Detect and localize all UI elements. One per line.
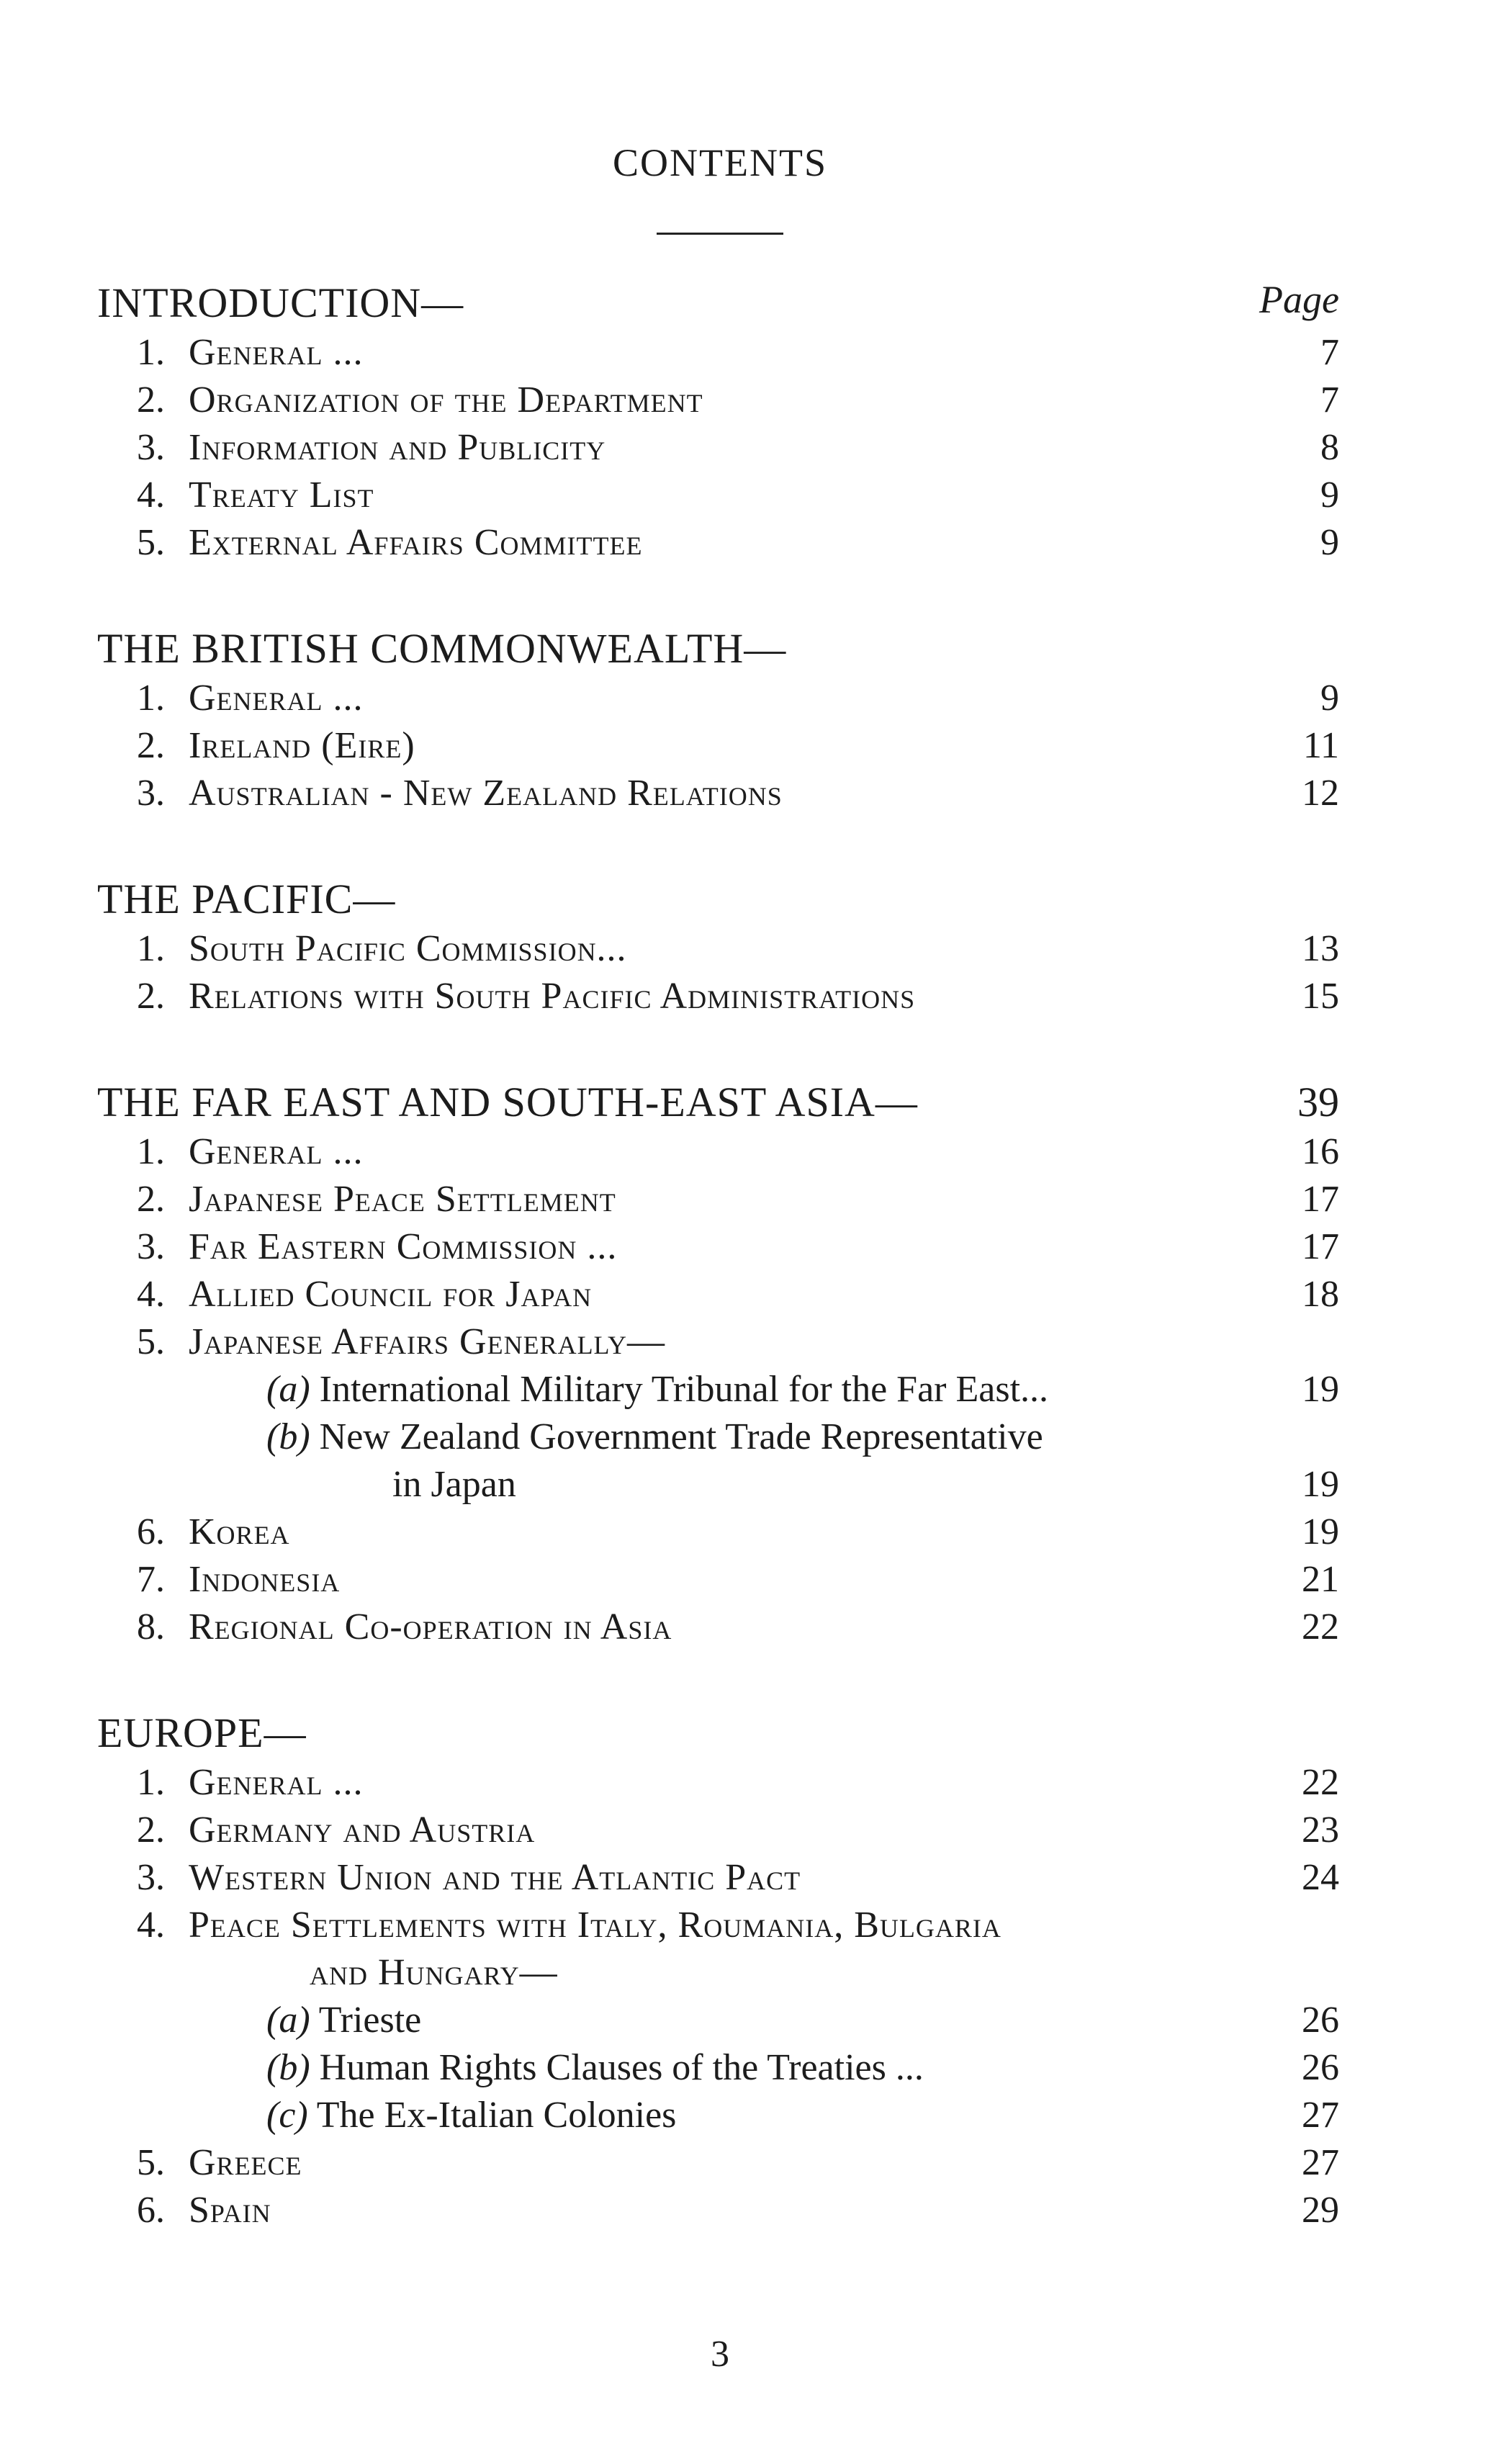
toc-entry (0, 1223, 1499, 1271)
entry-label: Far Eastern Commission ... (189, 1226, 618, 1267)
toc-entry (0, 2092, 1499, 2139)
entry-page: 23 (1302, 1809, 1339, 1851)
entry-page: 17 (1302, 1226, 1339, 1267)
entry-subitem-text: Human Rights Clauses of the Treaties ... (319, 2047, 924, 2088)
entry-page: 24 (1302, 1857, 1339, 1898)
entry-label: Relations with South Pacific Administrations (189, 976, 916, 1017)
entry-number: 8. (137, 1606, 165, 1647)
toc-entry (0, 1604, 1499, 1651)
entry-page: 9 (1320, 678, 1339, 719)
entry-page: 7 (1320, 379, 1339, 421)
entry-label: Treaty List (189, 475, 374, 516)
entry-number: 2. (137, 379, 165, 421)
toc-section (0, 623, 1499, 817)
entry-subitem-text: New Zealand Government Trade Representative (319, 1416, 1043, 1457)
entry-number: 1. (137, 1762, 165, 1803)
entry-subitem-mark: (a) (266, 2000, 310, 2041)
entry-page: 8 (1320, 427, 1339, 468)
entry-number: 3. (137, 427, 165, 468)
entry-number: 2. (137, 725, 165, 766)
toc-entry (0, 722, 1499, 770)
toc-entry (0, 1271, 1499, 1318)
entry-subitem-text: Trieste (318, 2000, 422, 2041)
toc-entry (0, 1508, 1499, 1556)
table-of-contents (0, 277, 1499, 2290)
entry-number: 5. (137, 2142, 165, 2183)
entry-label: Indonesia (189, 1559, 341, 1600)
page-column-label: Page (1259, 278, 1339, 321)
entry-number: 2. (137, 1179, 165, 1220)
entry-page: 7 (1320, 332, 1339, 373)
entry-label: Japanese Affairs Generally— (189, 1321, 665, 1362)
toc-entry (0, 925, 1499, 973)
toc-entry (0, 1902, 1499, 1949)
entry-label (266, 1366, 1048, 1413)
entry-label: Spain (189, 2190, 271, 2231)
toc-section (0, 277, 1499, 567)
entry-page: 27 (1302, 2095, 1339, 2136)
toc-section (0, 1707, 1499, 2234)
entry-page: 22 (1302, 1606, 1339, 1647)
entry-label: General ... (189, 678, 364, 719)
entry-label: Information and Publicity (189, 427, 606, 468)
entry-label: Regional Co-operation in Asia (189, 1606, 672, 1647)
entry-page: 22 (1302, 1762, 1339, 1803)
entry-number: 1. (137, 1131, 165, 1172)
toc-entry (0, 377, 1499, 424)
entry-page: 29 (1302, 2190, 1339, 2231)
entry-label: General ... (189, 1131, 364, 1172)
entry-number: 1. (137, 332, 165, 373)
toc-entry (0, 1413, 1499, 1461)
entry-number: 7. (137, 1559, 165, 1600)
entry-page: 19 (1302, 1464, 1339, 1505)
section-heading (0, 873, 1499, 925)
entry-label: Japanese Peace Settlement (189, 1179, 616, 1220)
section-heading-text: INTRODUCTION— (97, 279, 464, 326)
entry-label (266, 1997, 421, 2044)
section-heading-page: 39 (1297, 1079, 1339, 1125)
entry-page: 9 (1320, 475, 1339, 516)
entry-page: 26 (1302, 2047, 1339, 2088)
toc-entry (0, 2139, 1499, 2187)
section-heading-text: THE BRITISH COMMONWEALTH— (97, 625, 787, 672)
entry-number: 2. (137, 976, 165, 1017)
toc-section (0, 1076, 1499, 1651)
entry-label: General ... (189, 332, 364, 373)
entry-subitem-mark: (b) (266, 1416, 310, 1457)
entry-label (266, 2044, 924, 2092)
entry-label: External Affairs Committee (189, 522, 643, 563)
entry-label: Australian - New Zealand Relations (189, 773, 783, 814)
entry-page: 19 (1302, 1511, 1339, 1552)
section-heading-text: THE FAR EAST AND SOUTH-EAST ASIA— (97, 1079, 918, 1125)
entry-number: 1. (137, 928, 165, 969)
entry-number: 3. (137, 1226, 165, 1267)
entry-number: 4. (137, 475, 165, 516)
page-number: 3 (711, 2334, 729, 2375)
title-rule (657, 233, 783, 235)
section-heading-text: EUROPE— (97, 1709, 307, 1756)
toc-entry (0, 1997, 1499, 2044)
entry-number: 5. (137, 522, 165, 563)
entry-label: and Hungary— (310, 1952, 558, 1993)
toc-entry (0, 1556, 1499, 1604)
toc-entry (0, 675, 1499, 722)
entry-label (266, 1413, 1043, 1461)
entry-number: 2. (137, 1809, 165, 1851)
entry-label: Western Union and the Atlantic Pact (189, 1857, 801, 1898)
entry-subitem-mark: (b) (266, 2047, 310, 2088)
section-heading (0, 623, 1499, 675)
toc-entry (0, 1318, 1499, 1366)
entry-label: Ireland (Eire) (189, 725, 415, 766)
entry-label: Allied Council for Japan (189, 1274, 593, 1315)
entry-page: 19 (1302, 1369, 1339, 1410)
entry-subitem-mark: (c) (266, 2095, 308, 2136)
toc-entry (0, 1366, 1499, 1413)
section-heading (0, 1707, 1499, 1759)
entry-number: 4. (137, 1905, 165, 1946)
toc-entry (0, 329, 1499, 377)
entry-page: 15 (1302, 976, 1339, 1017)
entry-page: 21 (1302, 1559, 1339, 1600)
toc-entry (0, 1807, 1499, 1854)
entry-label: Organization of the Department (189, 379, 703, 421)
entry-number: 1. (137, 678, 165, 719)
toc-entry (0, 1949, 1499, 1997)
entry-label: in Japan (392, 1464, 516, 1505)
entry-number: 6. (137, 2190, 165, 2231)
page-title: CONTENTS (613, 141, 827, 184)
entry-page: 9 (1320, 522, 1339, 563)
toc-section (0, 873, 1499, 1020)
toc-entry (0, 1128, 1499, 1176)
entry-subitem-mark: (a) (266, 1369, 310, 1410)
entry-number: 3. (137, 1857, 165, 1898)
entry-label: Germany and Austria (189, 1809, 536, 1851)
entry-label (266, 2092, 676, 2139)
entry-subitem-text: The Ex-Italian Colonies (316, 2095, 677, 2136)
toc-entry (0, 1759, 1499, 1807)
entry-page: 17 (1302, 1179, 1339, 1220)
section-heading (0, 277, 1499, 329)
toc-entry (0, 1176, 1499, 1223)
entry-page: 12 (1302, 773, 1339, 814)
entry-number: 5. (137, 1321, 165, 1362)
section-heading (0, 1076, 1499, 1128)
entry-label: Korea (189, 1511, 290, 1552)
entry-page: 16 (1302, 1131, 1339, 1172)
entry-label: Peace Settlements with Italy, Roumania, Bulgaria (189, 1905, 1001, 1946)
entry-number: 6. (137, 1511, 165, 1552)
toc-entry (0, 1854, 1499, 1902)
entry-page: 13 (1302, 928, 1339, 969)
toc-entry (0, 424, 1499, 472)
toc-entry (0, 1461, 1499, 1508)
entry-label: General ... (189, 1762, 364, 1803)
entry-subitem-text: International Military Tribunal for the Far East... (319, 1369, 1049, 1410)
toc-entry (0, 472, 1499, 519)
toc-entry (0, 973, 1499, 1020)
entry-page: 26 (1302, 2000, 1339, 2041)
entry-page: 27 (1302, 2142, 1339, 2183)
entry-number: 4. (137, 1274, 165, 1315)
entry-page: 11 (1302, 725, 1339, 766)
entry-label: South Pacific Commission... (189, 928, 627, 969)
entry-page: 18 (1302, 1274, 1339, 1315)
entry-number: 3. (137, 773, 165, 814)
section-heading-text: THE PACIFIC— (97, 876, 396, 922)
toc-entry (0, 770, 1499, 817)
entry-label: Greece (189, 2142, 302, 2183)
toc-entry (0, 2187, 1499, 2234)
toc-entry (0, 519, 1499, 567)
toc-entry (0, 2044, 1499, 2092)
